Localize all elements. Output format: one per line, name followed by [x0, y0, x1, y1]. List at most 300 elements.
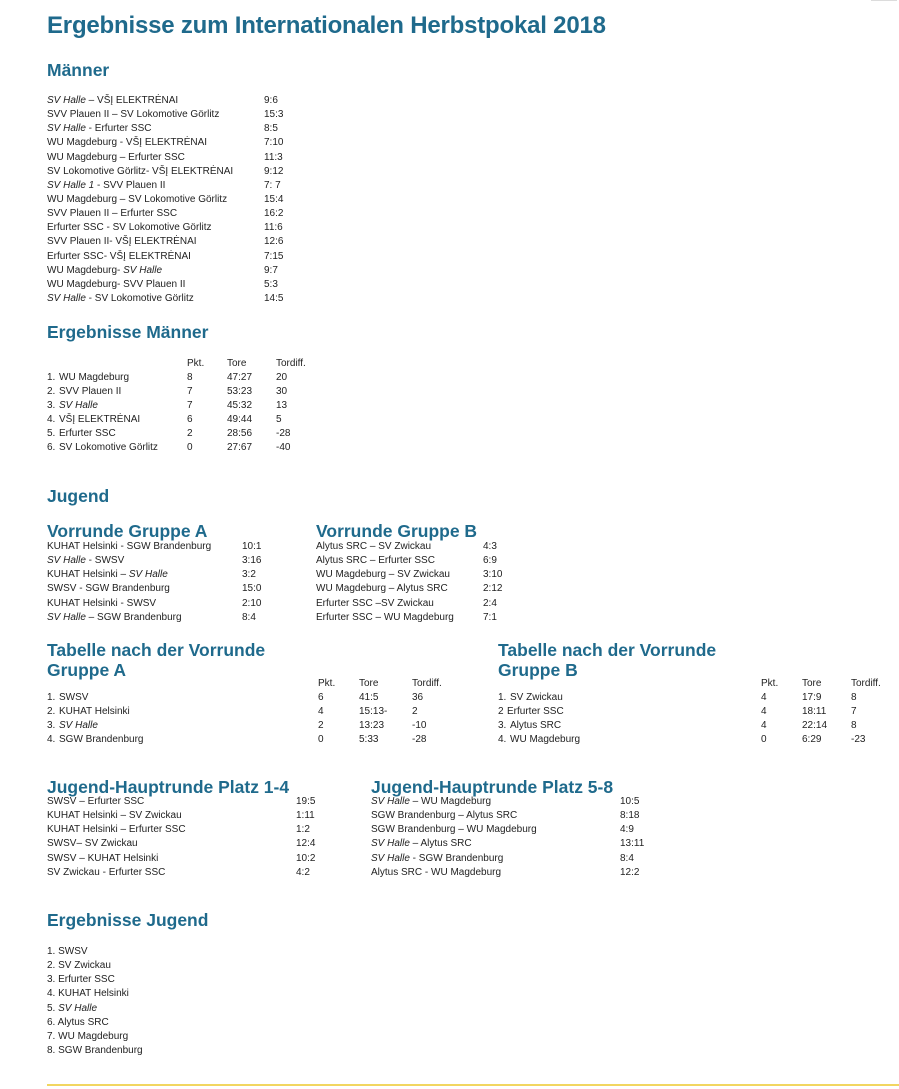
home-team: Alytus SRC: [316, 555, 368, 567]
home-team: SV Zwickau: [47, 866, 100, 878]
rank: 2.: [47, 960, 56, 972]
column-header: Tore: [359, 678, 379, 689]
away-team: SGW Brandenburg: [85, 583, 170, 595]
away-team: SV Lokomotive Görlitz: [94, 292, 194, 304]
cell-tore: 13:23: [359, 720, 385, 732]
separator: -: [109, 236, 116, 248]
away-team: SWSV: [126, 597, 157, 609]
home-team: SVV Plauen II: [47, 236, 110, 248]
separator: -: [85, 555, 95, 567]
ranking-item: [47, 1030, 247, 1044]
separator: –: [85, 611, 98, 623]
heading-ergebnisse-jugend: Ergebnisse Jugend: [47, 910, 209, 930]
home-team: SV Halle: [371, 838, 410, 850]
table-row: [498, 733, 893, 747]
home-team: WU Magdeburg: [47, 137, 118, 149]
cell-tore: 28:56: [227, 428, 253, 440]
separator: -: [117, 137, 126, 149]
match-row: [47, 264, 307, 278]
separator: -: [145, 165, 153, 177]
page-title: Ergebnisse zum Internationalen Herbstpokal 2018: [47, 12, 606, 39]
away-team: VŠĮ ELEKTRĖNAI: [125, 137, 208, 149]
column-header: Tore: [802, 678, 822, 689]
away-team: WU Magdeburg: [466, 824, 537, 836]
table-row: [47, 733, 467, 747]
separator: –: [85, 95, 98, 106]
match-row: [371, 809, 671, 823]
cell-diff: 13: [276, 400, 288, 412]
cell-tore: 17:9: [802, 692, 822, 703]
match-row: [47, 540, 307, 554]
section-heading-ergebnisse-maenner: Ergebnisse Männer: [47, 322, 209, 342]
cell-diff: 30: [276, 386, 288, 398]
hauptrunde-1-4-match-list: [47, 795, 347, 880]
match-score: 10:5: [620, 796, 640, 807]
match-score: 10:1: [242, 541, 262, 552]
match-score: 14:5: [264, 292, 284, 304]
match-score: 8:18: [620, 810, 640, 822]
home-team: Erfurter SSC: [316, 611, 373, 623]
table-row: [498, 705, 893, 719]
match-row: [47, 837, 347, 851]
separator: –: [117, 810, 129, 822]
table-row: [47, 441, 347, 455]
match-row: [47, 809, 347, 823]
away-team: SV Lokomotive Görlitz: [120, 109, 220, 121]
separator: –: [117, 193, 129, 205]
match-score: 5:3: [264, 278, 278, 290]
maenner-standings-table: [47, 357, 347, 456]
away-team: Erfurter SSC: [94, 123, 152, 135]
away-team: Alytus SRC: [466, 810, 518, 822]
away-team: SV Lokomotive Görlitz: [112, 222, 212, 234]
match-score: 4:2: [296, 866, 310, 878]
table-row: [47, 399, 347, 413]
away-team: WU Magdeburg: [421, 796, 492, 807]
away-team: Alytus SRC: [420, 838, 472, 850]
away-team: SV Lokomotive Görlitz: [128, 193, 228, 205]
home-team: WU Magdeburg: [47, 193, 118, 205]
away-team: SV Zwickau: [128, 810, 182, 822]
heading-tabelle-gruppe-b-line1: Tabelle nach der Vorrunde: [498, 640, 717, 660]
home-team: SWSV: [47, 838, 77, 850]
match-score: 8:4: [620, 852, 634, 864]
table-row: [47, 719, 467, 733]
match-score: 3:2: [242, 569, 256, 581]
match-row: [371, 837, 671, 851]
cell-pkt: 7: [187, 400, 193, 412]
cell-pkt: 2: [187, 428, 193, 440]
table-row: [47, 371, 347, 385]
cell-diff: -28: [412, 734, 427, 746]
home-team: WU Magdeburg: [47, 151, 118, 163]
team-name: SV Halle: [59, 400, 98, 412]
cell-diff: 8: [851, 720, 857, 732]
rank: 8.: [47, 1044, 56, 1056]
rank: 6.: [47, 442, 56, 454]
cell-pkt: 6: [318, 692, 324, 703]
gruppe-a-standings-table: [47, 677, 467, 747]
match-score: 11:3: [264, 151, 283, 163]
match-score: 7:10: [264, 137, 284, 149]
match-score: 4:3: [483, 541, 497, 552]
match-row: [47, 582, 307, 596]
team-name: WU Magdeburg: [59, 372, 130, 383]
separator: -: [85, 292, 95, 304]
heading-hauptrunde-1-4: Jugend-Hauptrunde Platz 1-4: [47, 777, 290, 797]
separator: -: [103, 222, 113, 234]
rank: 5.: [47, 428, 56, 440]
cell-pkt: 4: [761, 720, 767, 732]
table-header: [498, 677, 893, 691]
rank: 1.: [47, 946, 56, 957]
match-score: 9:7: [264, 264, 278, 276]
separator: –: [409, 838, 421, 850]
away-team: VŠĮ ELEKTRĖNAI: [152, 165, 234, 177]
match-row: [47, 611, 307, 625]
cell-tore: 49:44: [227, 414, 253, 426]
section-heading-maenner: Männer: [47, 60, 110, 80]
team-name: SV Lokomotive Görlitz: [59, 442, 158, 454]
match-row: [316, 568, 536, 582]
team-name: SV Halle: [59, 720, 98, 732]
rank: 2.: [47, 706, 56, 718]
separator: –: [76, 796, 88, 807]
gruppe-b-match-list: [316, 540, 536, 625]
cell-pkt: 0: [761, 734, 767, 746]
match-score: 15:4: [264, 193, 284, 205]
away-team: SWSV: [94, 555, 125, 567]
separator: –: [455, 824, 467, 836]
cell-diff: 7: [851, 706, 857, 718]
match-row: [47, 278, 307, 292]
separator: –: [367, 541, 379, 552]
match-row: [47, 136, 307, 150]
match-score: 2:10: [242, 597, 262, 609]
cell-tore: 41:5: [359, 692, 379, 703]
match-row: [316, 611, 536, 625]
rank: 2: [498, 706, 504, 718]
away-team: SV Halle: [123, 264, 163, 276]
match-score: 15:3: [264, 109, 284, 121]
match-score: 16:2: [264, 208, 284, 220]
separator: -: [117, 264, 124, 276]
match-row: [47, 193, 307, 207]
match-row: [47, 292, 307, 306]
match-row: [371, 795, 671, 809]
home-team: WU Magdeburg: [47, 264, 118, 276]
match-score: 12:4: [296, 838, 316, 850]
match-score: 12:6: [264, 236, 284, 248]
separator: –: [117, 569, 129, 581]
gruppe-a-match-list: [47, 540, 307, 625]
table-row: [47, 691, 467, 705]
team-name: SV Zwickau: [58, 960, 111, 972]
cell-tore: 6:29: [802, 734, 822, 746]
ranking-item: [47, 973, 247, 987]
separator: –: [76, 838, 85, 850]
away-team: VŠĮ ELEKTRĖNAI: [115, 236, 197, 248]
match-row: [47, 250, 307, 264]
column-header: Pkt.: [187, 358, 205, 369]
rank: 4.: [47, 414, 56, 426]
column-header: Pkt.: [318, 678, 336, 689]
rank: 3.: [498, 720, 507, 732]
match-row: [47, 852, 347, 866]
away-team: Erfurter SSC: [120, 208, 178, 220]
separator: –: [109, 109, 121, 121]
separator: –: [455, 810, 467, 822]
match-row: [316, 582, 536, 596]
home-team: Erfurter SSC: [47, 222, 104, 234]
home-team: WU Magdeburg: [47, 278, 118, 290]
rank: 7.: [47, 1030, 56, 1042]
cell-tore: 5:33: [359, 734, 379, 746]
cell-pkt: 4: [761, 692, 767, 703]
cell-diff: -23: [851, 734, 866, 746]
separator: -: [409, 852, 419, 864]
heading-tabelle-gruppe-b: [498, 640, 758, 680]
home-team: WU Magdeburg: [316, 569, 387, 581]
rank: 1.: [47, 372, 56, 383]
match-row: [47, 866, 347, 880]
home-team: Alytus SRC: [316, 541, 368, 552]
cell-pkt: 2: [318, 720, 324, 732]
column-header: Tordiff.: [412, 678, 442, 689]
home-team: SV Halle: [47, 611, 86, 623]
cell-diff: -10: [412, 720, 427, 732]
match-score: 6:9: [483, 555, 497, 567]
separator: -: [99, 866, 109, 878]
match-score: 10:2: [296, 852, 316, 864]
separator: -: [117, 541, 127, 552]
match-score: 8:4: [242, 611, 256, 623]
home-team: KUHAT Helsinki: [47, 824, 118, 836]
cell-pkt: 8: [187, 372, 193, 383]
match-row: [47, 554, 307, 568]
team-name: SWSV: [58, 946, 88, 957]
match-score: 11:6: [264, 222, 283, 234]
home-team: SVV Plauen II: [47, 208, 110, 220]
match-score: 2:12: [483, 583, 503, 595]
team-name: SWSV: [59, 692, 89, 703]
home-team: SV Halle: [47, 123, 86, 135]
section-heading-jugend: Jugend: [47, 486, 110, 506]
away-team: WU Magdeburg: [431, 866, 502, 878]
table-row: [498, 691, 893, 705]
ranking-item: [47, 987, 247, 1001]
away-team: SGW Brandenburg: [126, 541, 212, 552]
table-row: [498, 719, 893, 733]
home-team: KUHAT Helsinki: [47, 541, 118, 552]
separator: –: [409, 796, 422, 807]
away-team: Erfurter SSC: [87, 796, 145, 807]
match-row: [371, 852, 671, 866]
team-name: Erfurter SSC: [59, 428, 116, 440]
match-score: 9:6: [264, 95, 278, 106]
cell-tore: 18:11: [802, 706, 827, 718]
match-row: [47, 823, 347, 837]
separator: -: [103, 250, 110, 262]
team-name: SGW Brandenburg: [58, 1044, 143, 1056]
ranking-item: [47, 959, 247, 973]
separator: –: [386, 583, 397, 595]
home-team: SV Halle: [47, 555, 86, 567]
home-team: Erfurter SSC: [316, 597, 373, 609]
separator: –: [117, 151, 129, 163]
hauptrunde-5-8-match-list: [371, 795, 671, 880]
cell-diff: 2: [412, 706, 418, 718]
footer-rule: [47, 1084, 899, 1086]
cell-pkt: 4: [318, 706, 324, 718]
cell-diff: 36: [412, 692, 424, 703]
home-team: SWSV: [47, 583, 77, 595]
team-name: Alytus SRC: [510, 720, 562, 732]
home-team: KUHAT Helsinki: [47, 569, 118, 581]
separator: -: [76, 583, 86, 595]
cell-pkt: 0: [318, 734, 324, 746]
column-header: Tore: [227, 358, 247, 369]
away-team: WU Magdeburg: [383, 611, 454, 623]
separator: -: [117, 597, 127, 609]
match-row: [47, 94, 307, 108]
separator: –: [386, 569, 398, 581]
match-row: [47, 108, 307, 122]
cell-tore: 47:27: [227, 372, 253, 383]
match-row: [47, 179, 307, 193]
table-row: [47, 427, 347, 441]
rank: 3.: [47, 974, 56, 986]
separator: -: [94, 179, 104, 191]
team-name: KUHAT Helsinki: [59, 706, 130, 718]
rank: 1.: [498, 692, 507, 703]
home-team: SGW Brandenburg: [371, 824, 456, 836]
match-score: 8:5: [264, 123, 278, 135]
away-team: Alytus SRC: [396, 583, 448, 595]
home-team: KUHAT Helsinki: [47, 597, 118, 609]
team-name: Alytus SRC: [57, 1016, 109, 1028]
ranking-item: [47, 1044, 247, 1058]
match-score: 19:5: [296, 796, 316, 807]
cell-diff: -40: [276, 442, 291, 454]
match-row: [47, 597, 307, 611]
match-row: [316, 540, 536, 554]
team-name: SGW Brandenburg: [59, 734, 144, 746]
ranking-item: [47, 945, 247, 959]
rank: 6.: [47, 1016, 56, 1028]
heading-vorrunde-gruppe-b: Vorrunde Gruppe B: [316, 521, 478, 541]
table-row: [47, 385, 347, 399]
match-row: [47, 151, 307, 165]
home-team: SV Halle: [371, 796, 410, 807]
away-team: Erfurter SSC: [128, 824, 186, 836]
cell-tore: 27:67: [227, 442, 253, 454]
match-score: 1:11: [296, 810, 315, 822]
jugend-final-ranking-list: [47, 945, 247, 1058]
team-name: SVV Plauen II: [59, 386, 122, 398]
match-row: [47, 165, 307, 179]
team-name: Erfurter SSC: [507, 706, 564, 718]
match-score: 2:4: [483, 597, 497, 609]
match-row: [47, 235, 307, 249]
column-header: Pkt.: [761, 678, 779, 689]
team-name: VŠĮ ELEKTRĖNAI: [59, 414, 141, 426]
separator: –: [109, 208, 121, 220]
home-team: SWSV: [47, 796, 77, 807]
team-name: Erfurter SSC: [58, 974, 115, 986]
separator: -: [117, 278, 124, 290]
away-team: SV Zwickau: [378, 541, 432, 552]
away-team: Erfurter SSC: [108, 866, 166, 878]
cell-diff: 20: [276, 372, 288, 383]
match-score: 3:10: [483, 569, 503, 581]
home-team: SWSV: [47, 852, 77, 864]
ranking-item: [47, 1016, 247, 1030]
maenner-match-list: [47, 94, 307, 306]
away-team: SV Zwickau: [397, 569, 450, 581]
cell-diff: 5: [276, 414, 282, 426]
separator: –: [372, 597, 382, 609]
match-row: [47, 568, 307, 582]
rank: 4.: [47, 734, 56, 746]
separator: –: [76, 852, 88, 864]
away-team: SVV Plauen II: [103, 179, 166, 191]
column-header: Tordiff.: [276, 358, 306, 369]
table-header: [47, 677, 467, 691]
away-team: VŠĮ ELEKTRĖNAI: [97, 95, 179, 106]
match-score: 3:16: [242, 555, 262, 567]
away-team: KUHAT Helsinki: [87, 852, 159, 864]
away-team: SGW Brandenburg: [97, 611, 182, 623]
cell-tore: 53:23: [227, 386, 253, 398]
table-row: [47, 413, 347, 427]
away-team: VŠĮ ELEKTRĖNAI: [109, 250, 191, 262]
match-score: 13:11: [620, 838, 645, 850]
home-team: Erfurter SSC: [47, 250, 104, 262]
separator: –: [367, 555, 379, 567]
heading-tabelle-gruppe-a-line2: Gruppe A: [47, 660, 127, 680]
heading-tabelle-gruppe-b-line2: Gruppe B: [498, 660, 578, 680]
away-team: SVV Plauen II: [123, 278, 186, 290]
rank: 4.: [498, 734, 507, 746]
match-row: [47, 207, 307, 221]
match-row: [47, 795, 347, 809]
match-score: 7: 7: [264, 179, 281, 191]
home-team: Alytus SRC: [371, 866, 423, 878]
away-team: SV Halle: [128, 569, 168, 581]
rank: 5.: [47, 1002, 56, 1014]
heading-hauptrunde-5-8: Jugend-Hauptrunde Platz 5-8: [371, 777, 614, 797]
away-team: SGW Brandenburg: [418, 852, 504, 864]
match-score: 12:2: [620, 866, 640, 878]
away-team: SV Zwickau: [84, 838, 138, 850]
home-team: SV Halle: [371, 852, 410, 864]
team-name: SV Halle: [58, 1002, 98, 1014]
cell-diff: -28: [276, 428, 291, 440]
column-header: Tordiff.: [851, 678, 881, 689]
away-team: SV Zwickau: [381, 597, 434, 609]
cell-pkt: 4: [761, 706, 767, 718]
home-team: SV Halle 1: [47, 179, 95, 191]
away-team: Erfurter SSC: [128, 151, 185, 163]
gruppe-b-standings-table: [498, 677, 893, 747]
cell-tore: 22:14: [802, 720, 828, 732]
team-name: KUHAT Helsinki: [58, 988, 129, 1000]
match-row: [371, 866, 671, 880]
match-row: [316, 597, 536, 611]
match-score: 15:0: [242, 583, 262, 595]
separator: –: [372, 611, 384, 623]
